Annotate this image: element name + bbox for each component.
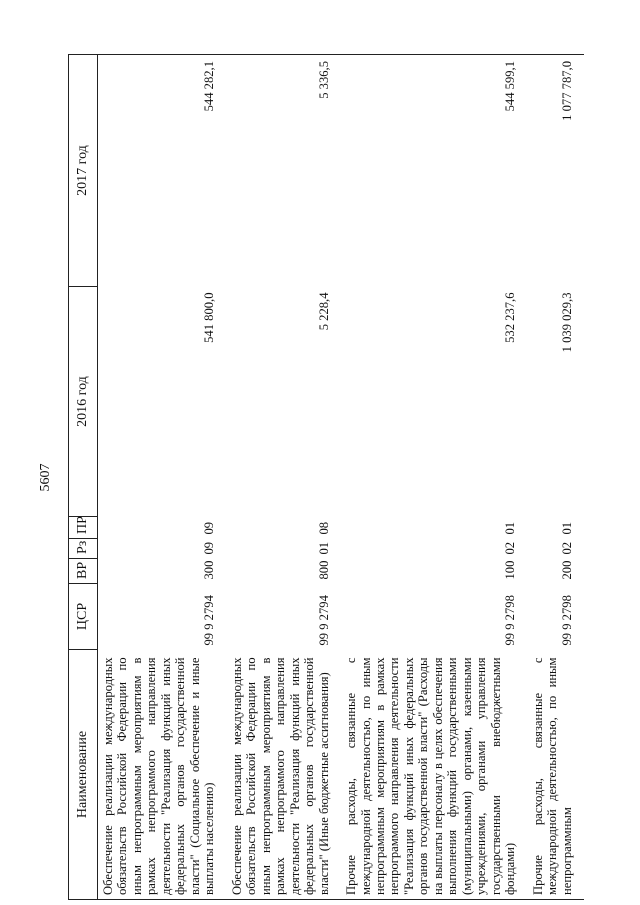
row-pr: 09 xyxy=(202,521,217,535)
header-vr: ВР xyxy=(69,559,98,584)
row-csr: 99 9 2794 xyxy=(202,595,217,646)
row-rz: 09 xyxy=(202,541,217,555)
row-2017: 1 077 787,0 xyxy=(528,55,584,287)
row-rz: 02 xyxy=(503,541,518,555)
row-2016: 541 800,0 xyxy=(202,292,217,343)
row-pr: 01 xyxy=(503,521,518,535)
row-name: Прочие расходы, связанные с международной деятельностью, по иным непрограммным мероприятиям в рамках непрограммого направления деятельности "Реализация функций иных федеральных органов государственной власти" (Расходы на выплаты персоналу в целях обеспечения выполнения функций государственными (муниципальными) органами, казенными учреждениями, органами управления государственными внебюджетными фондами) xyxy=(341,650,528,900)
row-2017: 5 336,5 xyxy=(227,55,341,287)
page-number: 5607 xyxy=(38,463,53,492)
row-2016: 1 039 029,3 xyxy=(559,292,574,353)
table-header-row xyxy=(69,55,98,900)
row-csr: 99 9 2798 xyxy=(503,595,518,646)
header-2016: 2016 год xyxy=(69,287,98,517)
row-csr: 99 9 2798 xyxy=(559,595,574,646)
budget-table xyxy=(68,54,584,900)
header-pr: ПР xyxy=(69,517,98,539)
row-rz: 01 xyxy=(316,541,331,555)
row-csr: 99 9 2794 xyxy=(316,595,331,646)
row-2017: 544 282,1 xyxy=(98,55,227,287)
header-csr: ЦСР xyxy=(69,584,98,650)
row-pr: 08 xyxy=(316,521,331,535)
row-vr: 200 xyxy=(559,560,574,580)
row-2016: 5 228,4 xyxy=(316,292,331,331)
header-name: Наименование xyxy=(69,650,98,900)
row-vr: 100 xyxy=(503,560,518,580)
header-rz: Рз xyxy=(69,539,98,559)
row-vr: 300 xyxy=(202,560,217,580)
row-2016: 532 237,6 xyxy=(503,292,518,343)
header-2017: 2017 год xyxy=(69,55,98,287)
row-pr: 01 xyxy=(559,521,574,535)
row-2017: 544 599,1 xyxy=(341,55,528,287)
table-row xyxy=(528,55,584,900)
row-name: Обеспечение реализации международных обязательств Российской Федерации по иным непрограммным мероприятиям в рамках непрограммого направления деятельности "Реализация функций иных федеральных органов государственной власти" (Социальное обеспечение и иные выплаты населению) xyxy=(98,650,227,900)
table-row xyxy=(341,55,528,900)
table-row xyxy=(98,55,227,900)
row-name: Обеспечение реализации международных обязательств Российской Федерации по иным непрограммным мероприятиям в рамках непрограммого направления деятельности "Реализация функций иных федеральных органов государственной власти" (Иные бюджетные ассигнования) xyxy=(227,650,341,900)
row-rz: 02 xyxy=(559,541,574,555)
rotated-table-area xyxy=(38,55,603,900)
table-row xyxy=(227,55,341,900)
row-name: Прочие расходы, связанные с международной деятельностью, по иным непрограммным xyxy=(528,650,584,900)
row-vr: 800 xyxy=(316,560,331,580)
